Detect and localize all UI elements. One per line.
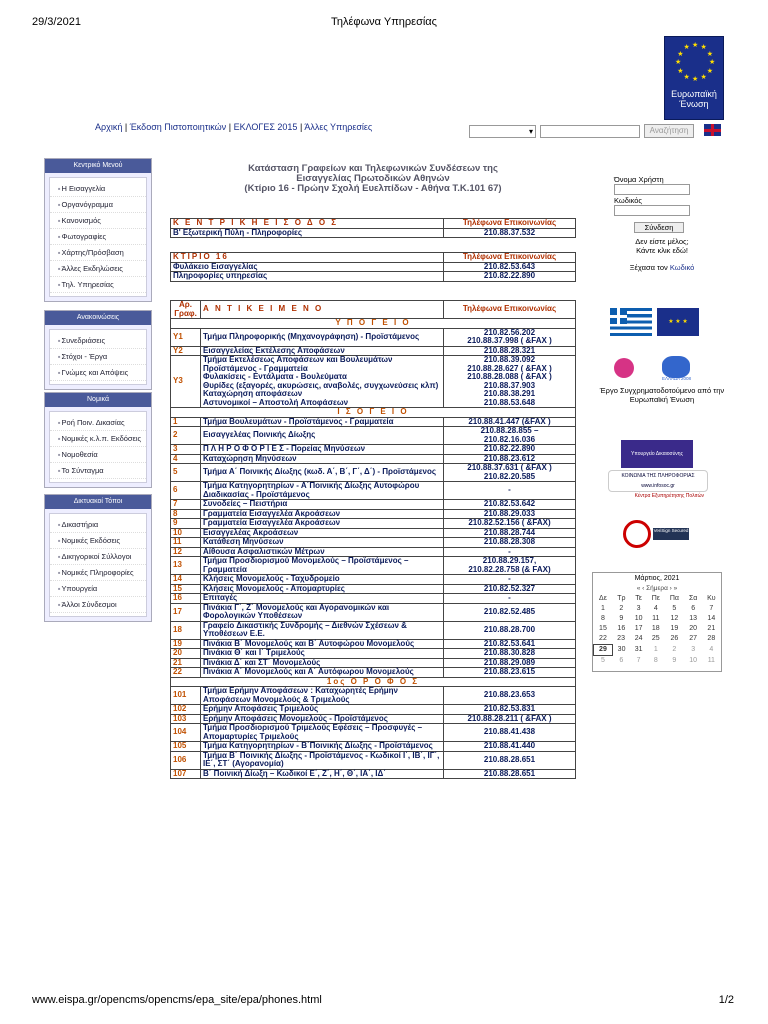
office-phone: 210.88.28.651	[444, 751, 576, 769]
calendar-day[interactable]: 14	[707, 615, 716, 622]
side-menu-item[interactable]: ■ Νομικές Εκδόσεις	[50, 533, 146, 549]
office-number: 104	[171, 724, 201, 742]
ellada-2008-text: ΕΛΛΑΔΑ 2008	[662, 376, 692, 381]
office-phone: 210.82.53.831	[444, 705, 576, 715]
building-desc: Πληροφορίες υπηρεσίας	[171, 272, 444, 282]
office-phone: 210.88.28.744	[444, 528, 576, 538]
office-number: 12	[171, 547, 201, 557]
office-description: Τμήμα Εκτελέσεως Αποφάσεων και Βουλευμάτων Προϊστάμενος - Γραμματεία Φυλακίσεις - Εντάλματα - Βουλεύματα Θυρίδες (εξαγορές, ακυρώσεις, αναβολές, συγχωνεύσεις κλπ) Καταχώρηση αποφάσεων Αστυνομικοί – Αποστολή Αποφάσεων	[201, 356, 444, 408]
office-number: 4	[171, 454, 201, 464]
office-phone: 210.88.28.700	[444, 621, 576, 639]
calendar-title: Μάρτιος, 2021	[634, 575, 680, 582]
side-menu	[44, 310, 152, 390]
office-description: Τμήμα Α΄ Ποινικής Δίωξης (κωδ. Α΄, Β΄, Γ΄, Δ΄) - Προϊστάμενος	[201, 464, 444, 482]
office-number: 3	[171, 445, 201, 455]
office-description: Καταχώρηση Μηνύσεων	[201, 454, 444, 464]
calendar-day[interactable]: 5	[672, 605, 677, 612]
office-phone: 210.82.53.642	[444, 500, 576, 510]
office-description: Κατάθεση Μηνύσεων	[201, 538, 444, 548]
password-input[interactable]	[614, 205, 690, 216]
office-number: 15	[171, 584, 201, 594]
calendar-day[interactable]: 12	[670, 615, 679, 622]
office-number: 22	[171, 668, 201, 678]
building-phone-header: Τηλέφωνα Επικοινωνίας	[444, 253, 576, 263]
column-desc-header: Α Ν Τ Ι Κ Ε Ι Μ Ε Ν Ο	[201, 301, 444, 319]
calendar-day[interactable]: 16	[617, 625, 626, 632]
not-member-text: Δεν είστε μέλος;	[635, 237, 689, 246]
title-line3: (Κτίριο 16 - Πρώην Σχολή Ευελπίδων - Αθήνα Τ.Κ.101 67)	[244, 183, 502, 194]
calendar-day[interactable]: 7	[636, 656, 641, 664]
calendar-weekday: Τε	[635, 595, 642, 602]
verisign-check-icon	[623, 520, 651, 548]
building-table	[170, 252, 576, 282]
office-phone: -	[444, 575, 576, 585]
building-phone: 210.82.22.890	[444, 272, 576, 282]
table-row	[171, 594, 576, 604]
eu-star-icon: ★	[675, 59, 682, 66]
eu-stars-icon	[665, 37, 723, 89]
office-number: 16	[171, 594, 201, 604]
office-description: Τμήμα Βουλευμάτων - Προϊστάμενος - Γραμματεία	[201, 417, 444, 427]
office-description: Επιταγές	[201, 594, 444, 604]
office-phone: 210.88.39.092 210.88.28.627 ( &FAX ) 210.88.28.088 ( &FAX ) 210.88.37.903 210.88.38.291 210.88.53.648	[444, 356, 576, 408]
nav-home[interactable]: Αρχική	[95, 122, 123, 132]
eu-logo[interactable]	[664, 36, 724, 120]
office-number: 107	[171, 769, 201, 779]
column-phone-header: Τηλέφωνα Επικοινωνίας	[444, 301, 576, 319]
register-link[interactable]: Κάντε κλικ εδώ!	[636, 246, 688, 255]
office-phone: 210.88.29.157, 210.82.28.758 (& FAX)	[444, 557, 576, 575]
page-title	[168, 164, 578, 194]
entrance-header: Κ Ε Ν Τ Ρ Ι Κ Η Ε Ι Σ Ο Δ Ο Σ	[171, 219, 444, 229]
calendar-day[interactable]: 7	[709, 605, 714, 612]
main-phone-table	[170, 300, 576, 779]
calendar-day[interactable]: 28	[707, 635, 716, 643]
calendar-day[interactable]: 8	[601, 615, 605, 622]
table-row	[171, 557, 576, 575]
calendar-day[interactable]: 4	[709, 646, 714, 653]
office-number: 7	[171, 500, 201, 510]
calendar-day[interactable]: 10	[634, 615, 643, 622]
office-phone: -	[444, 482, 576, 500]
calendar-next-month[interactable]: ›	[669, 585, 672, 592]
office-description: Εισαγγελέας Ποινικής Δίωξης	[201, 427, 444, 445]
search-input[interactable]	[540, 125, 640, 138]
calendar-day[interactable]: 30	[617, 646, 626, 653]
office-phone: 210.88.41.438	[444, 724, 576, 742]
greek-flag-icon[interactable]	[610, 308, 652, 336]
eu-star-icon: ★	[692, 76, 699, 83]
office-phone: 210.88.28.321	[444, 346, 576, 356]
table-row	[171, 705, 576, 715]
print-title: Τηλέφωνα Υπηρεσίας	[331, 16, 437, 28]
office-phone: 210.82.56.202 210.88.37.998 ( &FAX )	[444, 328, 576, 346]
side-menu	[44, 158, 152, 302]
calendar-day[interactable]: 9	[619, 615, 624, 622]
office-number: 1	[171, 417, 201, 427]
office-description: Κλήσεις Μονομελούς - Απομαρτυρίες	[201, 584, 444, 594]
side-menu-item[interactable]: ■ Στόχοι - Έργα	[50, 349, 146, 365]
calendar-weekday: Δε	[599, 595, 607, 602]
building-desc: Φυλάκειο Εισαγγελίας	[171, 262, 444, 272]
eu-star-icon: ★	[709, 59, 716, 66]
side-menu-item[interactable]: ■ Φωτογραφίες	[50, 229, 146, 245]
building-header: ΚΤΙΡΙΟ 16	[171, 253, 444, 263]
office-phone: 210.82.52.156 ( &FAX)	[444, 519, 576, 529]
table-row	[171, 751, 576, 769]
office-description: Ερήμην Αποφάσεις Τριμελούς	[201, 705, 444, 715]
side-menu-title: Κεντρικό Μενού	[45, 159, 151, 173]
information-society-text: ΚΟΙΝΩΝΙΑ ΤΗΣ ΠΛΗΡΟΦΟΡΙΑΣ	[621, 473, 695, 479]
calendar-day[interactable]: 10	[689, 656, 698, 664]
table-row	[171, 482, 576, 500]
table-row	[171, 445, 576, 455]
calendar-day[interactable]: 17	[634, 625, 643, 632]
office-phone: -	[444, 547, 576, 557]
section-title: 1ος Ο Ρ Ο Φ Ο Σ	[171, 677, 576, 687]
eu-star-icon: ★	[677, 67, 684, 75]
eu-star-icon: ★	[677, 50, 684, 58]
side-menu-item[interactable]: ■ Υπουργεία	[50, 581, 146, 597]
side-menu-item[interactable]: ■ Τηλ. Υπηρεσίας	[50, 277, 146, 293]
calendar	[592, 572, 722, 672]
office-phone: 210.88.30.828	[444, 649, 576, 659]
top-nav	[95, 122, 372, 132]
office-description: Πινάκια Θ΄ και Ι΄ Τριμελούς	[201, 649, 444, 659]
calendar-day[interactable]: 1	[653, 646, 658, 653]
eu-star-icon: ★	[700, 44, 707, 52]
calendar-next-year[interactable]: »	[673, 585, 678, 592]
office-number: 13	[171, 557, 201, 575]
calendar-day[interactable]: 29	[594, 645, 613, 656]
nav-certificates[interactable]: Έκδοση Πιστοποιητικών	[129, 122, 227, 132]
office-phone: 210.88.29.033	[444, 509, 576, 519]
table-row	[171, 621, 576, 639]
office-phone: -	[444, 594, 576, 604]
office-description: Κλήσεις Μονομελούς - Ταχυδρομείο	[201, 575, 444, 585]
calendar-day[interactable]: 18	[651, 625, 660, 632]
calendar-grid	[593, 594, 721, 666]
side-menu-item[interactable]: ■ Δικηγορικοί Σύλλογοι	[50, 549, 146, 565]
table-row	[171, 603, 576, 621]
office-phone: 210.88.23.612	[444, 454, 576, 464]
eu-star-icon: ★	[692, 42, 699, 49]
office-number: 20	[171, 649, 201, 659]
office-description: Πινάκια Δ΄ και ΣΤ΄ Μονομελούς	[201, 658, 444, 668]
calendar-day[interactable]: 6	[619, 656, 624, 664]
table-row	[171, 687, 576, 705]
office-number: 105	[171, 742, 201, 752]
office-description: Β΄ Ποινική Δίωξη – Κωδικοί Ε΄, Ζ΄, Η΄, Θ΄, ΙΑ΄, ΙΔ΄	[201, 769, 444, 779]
chevron-down-icon: ▾	[528, 127, 533, 136]
print-date: 29/3/2021	[32, 16, 81, 28]
table-row	[171, 519, 576, 529]
office-description: Τμήμα Προσδιορισμού Τριμελούς Εφέσεις – Προσφυγές – Απομαρτυρίες Τριμελούς	[201, 724, 444, 742]
entrance-phone: 210.88.37.532	[444, 228, 576, 238]
office-number: 17	[171, 603, 201, 621]
office-description: Πινάκια Γ΄, Ζ΄ Μονομελούς και Αγορανομικών και Φορολογικών Υποθέσεων	[201, 603, 444, 621]
office-number: 6	[171, 482, 201, 500]
side-menu-item[interactable]: ■ Η Εισαγγελία	[50, 181, 146, 197]
table-row	[171, 649, 576, 659]
eu-logo-line1: Ευρωπαϊκή	[671, 89, 717, 99]
eu-star-icon: ★	[683, 44, 690, 52]
office-phone: 210.82.52.485	[444, 603, 576, 621]
calendar-prev-year[interactable]: «	[636, 585, 641, 592]
calendar-today[interactable]: Σήμερα	[646, 585, 668, 592]
ellada-2008-logo[interactable]	[606, 352, 706, 382]
side-menu-item[interactable]: ■ Ροή Ποιν. Δικασίας	[50, 415, 146, 431]
calendar-weekday: Κυ	[707, 595, 716, 602]
information-society-logo[interactable]	[608, 470, 708, 492]
side-menu-item[interactable]: ■ Χάρτης/Πρόσβαση	[50, 245, 146, 261]
info-society-badge-icon	[614, 358, 634, 378]
office-phone: 210.88.28.651	[444, 769, 576, 779]
calendar-day[interactable]: 6	[691, 605, 696, 612]
side-menu-title: Νομικά	[45, 393, 151, 407]
kep-logo[interactable]: Κέντρα Εξυπηρέτησης Πολιτών	[634, 493, 704, 499]
side-menu-item[interactable]: ■ Το Σύνταγμα	[50, 463, 146, 479]
nav-separator: |	[228, 122, 232, 132]
calendar-day[interactable]: 2	[619, 605, 624, 612]
side-menu-item[interactable]: ■ Συνεδριάσεις	[50, 333, 146, 349]
calendar-day[interactable]: 25	[651, 635, 660, 643]
table-header-row	[171, 301, 576, 319]
title-line2: Εισαγγελίας Πρωτοδικών Αθηνών	[296, 173, 450, 184]
office-phone: 210.82.22.890	[444, 445, 576, 455]
office-number: Y1	[171, 328, 201, 346]
calendar-day[interactable]: 21	[707, 625, 716, 632]
nav-separator: |	[124, 122, 128, 132]
office-number: Y2	[171, 346, 201, 356]
verisign-logo[interactable]	[621, 518, 691, 550]
section-row	[171, 408, 576, 418]
forgot-prefix: Ξέχασα τον	[629, 263, 668, 272]
side-menu-item[interactable]: ■ Άλλοι Σύνδεσμοι	[50, 597, 146, 613]
calendar-day[interactable]: 9	[672, 656, 677, 664]
eu-star-icon: ★	[700, 73, 707, 81]
office-phone: 210.88.23.615	[444, 668, 576, 678]
calendar-day[interactable]: 15	[599, 625, 607, 632]
section-row	[171, 319, 576, 329]
side-menu-title: Ανακοινώσεις	[45, 311, 151, 325]
calendar-day[interactable]: 23	[617, 635, 625, 643]
side-menu-item[interactable]: ■ Οργανόγραμμα	[50, 197, 146, 213]
office-number: 2	[171, 427, 201, 445]
eu-flag-icon[interactable]: ★ ★ ★	[657, 308, 699, 336]
nav-separator: |	[299, 122, 303, 132]
table-row	[171, 538, 576, 548]
office-description: Γραφείο Δικαστικής Συνδρομής – Διεθνών Σχέσεων & Υποθέσεων Ε.Ε.	[201, 621, 444, 639]
office-phone: 210.88.28.855 – 210.82.16.036	[444, 427, 576, 445]
entrance-desc: Β' Εξωτερική Πύλη - Πληροφορίες	[171, 228, 444, 238]
calendar-nav	[593, 584, 721, 594]
calendar-day[interactable]: 20	[689, 625, 698, 632]
office-description: Εισαγγελέας Ακροάσεων	[201, 528, 444, 538]
nav-other-services[interactable]: Άλλες Υπηρεσίες	[304, 122, 373, 132]
office-number: 102	[171, 705, 201, 715]
office-description: Συνοδείες – Πειστήρια	[201, 500, 444, 510]
office-description: Εισαγγελείας Εκτέλεσης Αποφάσεων	[201, 346, 444, 356]
building-phone: 210.82.53.643	[444, 262, 576, 272]
office-description: Τμήμα Πληροφορικής (Μηχανογράφηση) - Προϊστάμενος	[201, 328, 444, 346]
calendar-weekday: Τρ	[617, 595, 626, 602]
eu-logo-line2: Ένωση	[679, 99, 709, 109]
calendar-day[interactable]: 24	[634, 635, 643, 643]
calendar-day[interactable]: 5	[601, 657, 605, 664]
calendar-day[interactable]: 11	[652, 615, 660, 622]
print-page: 1/2	[718, 994, 734, 1006]
forgot-password	[596, 263, 728, 272]
side-menu	[44, 494, 152, 622]
office-description: Γραμματεία Εισαγγελέα Ακροάσεων	[201, 509, 444, 519]
calendar-day[interactable]: 1	[601, 605, 605, 612]
office-description: Πινάκια Α΄ Μονομελούς και Α΄ Αυτόφωρου Μονομελούς	[201, 668, 444, 678]
office-number: 14	[171, 575, 201, 585]
calendar-day[interactable]: 3	[636, 605, 641, 612]
section-title: Υ Π Ο Γ Ε Ι Ο	[171, 319, 576, 329]
office-description: Ερήμην Αποφάσεις Μονομελούς - Προϊστάμενος	[201, 714, 444, 724]
verisign-text: VeriSign Secured	[653, 528, 689, 540]
office-phone: 210.88.41.440	[444, 742, 576, 752]
side-menu-item[interactable]: ■ Νομικές Πληροφορίες	[50, 565, 146, 581]
office-number: 106	[171, 751, 201, 769]
office-number: Y3	[171, 356, 201, 408]
office-description: Τμήμα Κατηγορητηρίων - Α΄Ποινικής Δίωξης Αυτοφώρου Διαδικασίας - Προϊστάμενος	[201, 482, 444, 500]
side-menu-item[interactable]: ■ Δικαστήρια	[50, 517, 146, 533]
calendar-day[interactable]: 19	[670, 625, 679, 632]
table-row	[171, 742, 576, 752]
entrance-phone-header: Τηλέφωνα Επικοινωνίας	[444, 219, 576, 229]
login-button[interactable]: Σύνδεση	[634, 222, 684, 233]
title-line1: Κατάσταση Γραφείων και Τηλεφωνικών Συνδέσεων της	[248, 163, 498, 174]
office-phone: 210.88.23.653	[444, 687, 576, 705]
ellada-2008-icon	[662, 356, 690, 378]
office-description: Πινάκια Β΄ Μονομελούς και Β΄ Αυτοφώρου Μονομελούς	[201, 639, 444, 649]
calendar-day[interactable]: 3	[691, 646, 696, 653]
side-menu-item[interactable]: ■ Κανονισμός	[50, 213, 146, 229]
office-phone: 210.88.29.089	[444, 658, 576, 668]
office-description: Αίθουσα Ασφαλιστικών Μέτρων	[201, 547, 444, 557]
office-description: Τμήμα Ερήμην Αποφάσεων : Καταχωρητές Ερήμην Αποφάσεων Μονομελούς & Τριμελούς	[201, 687, 444, 705]
office-phone: 210.88.28.308	[444, 538, 576, 548]
table-row	[171, 328, 576, 346]
calendar-day[interactable]: 11	[707, 656, 715, 664]
office-description: Τμήμα Προσδιορισμού Μονομελούς – Προϊστάμενος – Γραμματεία	[201, 557, 444, 575]
calendar-day[interactable]: 27	[689, 635, 698, 643]
side-menu-item[interactable]: ■ Άλλες Εκδηλώσεις	[50, 261, 146, 277]
column-number-header: Αρ. Γραφ.	[171, 301, 201, 319]
office-description: Π Λ Η Ρ Ο Φ Ο Ρ Ι Ε Σ - Πορείας Μηνύσεων	[201, 445, 444, 455]
table-row	[171, 668, 576, 678]
table-row	[171, 769, 576, 779]
office-number: 5	[171, 464, 201, 482]
table-row	[171, 500, 576, 510]
office-number: 10	[171, 528, 201, 538]
search-button[interactable]: Αναζήτηση	[644, 124, 694, 138]
office-phone: 210.88.41.447 (&FAX )	[444, 417, 576, 427]
calendar-weekday: Πε	[651, 595, 660, 602]
ministry-justice-logo[interactable]: Υπουργείο Δικαιοσύνης	[621, 440, 693, 468]
eu-star-icon: ★	[683, 73, 690, 81]
side-menu-item[interactable]: ■ Νομοθεσία	[50, 447, 146, 463]
calendar-day[interactable]: 2	[672, 646, 677, 653]
information-society-url: www.infosoc.gr	[641, 483, 675, 489]
office-number: 9	[171, 519, 201, 529]
office-description: Γραμματεία Εισαγγελέα Ακροάσεων	[201, 519, 444, 529]
office-number: 11	[171, 538, 201, 548]
office-description: Τμήμα Β΄ Ποινικής Δίωξης - Προϊστάμενος - Κωδικοί Ι΄, ΙΒ΄, ΙΓ΄, ΙΕ΄, ΣΤ΄ (Αγορανομία)	[201, 751, 444, 769]
forgot-password-link[interactable]: Κωδικό	[669, 263, 695, 272]
category-select[interactable]	[469, 125, 536, 138]
calendar-weekday: Σα	[688, 595, 698, 602]
calendar-day[interactable]: 8	[653, 656, 658, 664]
username-input[interactable]	[614, 184, 690, 195]
eu-star-icon: ★	[706, 67, 713, 75]
calendar-weekday: Πα	[669, 595, 679, 602]
calendar-day[interactable]: 22	[599, 635, 607, 642]
print-url: www.eispa.gr/opencms/opencms/epa_site/epa/phones.html	[32, 994, 322, 1006]
side-menu	[44, 392, 152, 488]
office-description: Τμήμα Κατηγορητηρίων - Β΄Ποινικής Δίωξης - Προϊστάμενος	[201, 742, 444, 752]
calendar-prev-month[interactable]: ‹	[642, 585, 645, 592]
table-row	[171, 356, 576, 408]
office-phone: 210.88.28.211 ( &FAX )	[444, 714, 576, 724]
calendar-day[interactable]: 31	[634, 646, 643, 653]
office-phone: 210.82.52.327	[444, 584, 576, 594]
side-menu-item[interactable]: ■ Γνώμες και Απόψεις	[50, 365, 146, 381]
office-phone: 210.88.37.631 ( &FAX ) 210.82.20.585	[444, 464, 576, 482]
section-title: Ι Σ Ο Γ Ε Ι Ο	[171, 408, 576, 418]
table-row	[171, 464, 576, 482]
entrance-table	[170, 218, 576, 238]
uk-flag-icon[interactable]	[704, 124, 721, 136]
table-row	[171, 724, 576, 742]
calendar-day[interactable]: 26	[670, 635, 679, 643]
table-row	[171, 575, 576, 585]
calendar-day[interactable]: 4	[653, 605, 658, 612]
office-number: 18	[171, 621, 201, 639]
office-phone: 210.82.53.641	[444, 639, 576, 649]
side-menu-item[interactable]: ■ Νομικές κ.λ.π. Εκδόσεις	[50, 431, 146, 447]
office-number: 8	[171, 509, 201, 519]
calendar-day[interactable]: 13	[689, 615, 698, 622]
side-menu-title: Δικτυακοί Τόποι	[45, 495, 151, 509]
eu-star-icon: ★	[706, 50, 713, 58]
office-number: 21	[171, 658, 201, 668]
table-row	[171, 427, 576, 445]
cofund-text: Έργο Συγχρηματοδοτούμενο από την Ευρωπαϊκή Ένωση	[599, 386, 725, 404]
password-label: Κωδικός	[614, 196, 643, 205]
office-number: 101	[171, 687, 201, 705]
username-label: Όνομα Χρήστη	[614, 175, 664, 184]
office-number: 103	[171, 714, 201, 724]
nav-elections[interactable]: ΕΚΛΟΓΕΣ 2015	[233, 122, 298, 132]
office-number: 19	[171, 639, 201, 649]
